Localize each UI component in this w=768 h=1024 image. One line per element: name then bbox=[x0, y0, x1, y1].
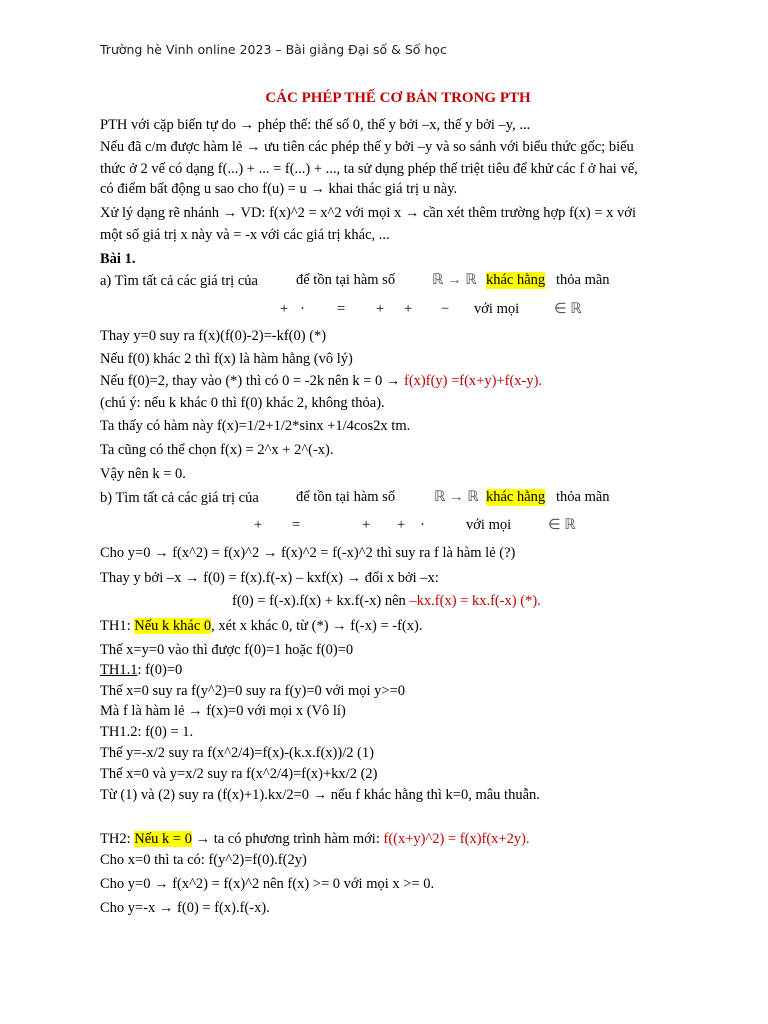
case-1-line bbox=[100, 617, 422, 635]
part-b-line-8: Thế y=-x/2 suy ra f(x^2/4)=f(x)-(k.x.f(x))/2 (1) bbox=[100, 745, 374, 761]
part-a-line-1: Thay y=0 suy ra f(x)(f(0)-2)=-kf(0) (*) bbox=[100, 328, 327, 344]
part-b-line-3-pre: f(0) = f(-x).f(x) + kx.f(-x) nên bbox=[232, 593, 410, 609]
intro-line-3: thức ở 2 vế có dạng f(...) + ... = f(...) + ..., ta sử dụng phép thế triệt tiêu để khử các f ở hai vế, bbox=[100, 161, 638, 177]
part-a-line-3-red: f(x)f(y) =f(x+y)+f(x-y). bbox=[404, 373, 543, 389]
part-a-line-3-pre: Nếu f(0)=2, thay vào (*) thì có 0 = -2k nên k = 0 → bbox=[100, 373, 404, 389]
case-1-1-line bbox=[100, 661, 182, 679]
intro-line-4: có điểm bất động u sao cho f(u) = u → khai thác giá trị u này. bbox=[100, 181, 458, 197]
part-b-eq-equals: = bbox=[292, 517, 301, 533]
intro-line-1: PTH với cặp biến tự do → phép thế: thế số 0, thế y bởi –x, thế y bởi –y, ... bbox=[100, 117, 531, 133]
part-b-line-13: Cho y=-x → f(0) = f(x).f(-x). bbox=[100, 900, 270, 916]
part-a-question-post: thỏa mãn bbox=[556, 272, 610, 288]
part-b-line-1: Cho y=0 → f(x^2) = f(x)^2 → f(x)^2 = f(-x)^2 thì suy ra f là hàm lẻ (?) bbox=[100, 545, 516, 561]
case-2-label: TH2: bbox=[100, 831, 135, 847]
part-b-line-3 bbox=[232, 593, 541, 610]
part-a-nonconstant-highlight: khác hằng bbox=[486, 272, 546, 288]
part-b-line-6: Mà f là hàm lẻ → f(x)=0 với mọi x (Vô lí) bbox=[100, 703, 346, 719]
part-b-line-9: Thế x=0 và y=x/2 suy ra f(x^2/4)=f(x)+kx/2 (2) bbox=[100, 766, 378, 782]
case-1-1-post: : f(0)=0 bbox=[137, 662, 183, 678]
part-a-eq-plus-1: + bbox=[280, 301, 289, 317]
part-a-line-3 bbox=[100, 372, 542, 390]
case-1-1-label: TH1.1 bbox=[100, 662, 138, 678]
part-b-eq-plus-3: + bbox=[397, 517, 406, 533]
part-b-question-post: thỏa mãn bbox=[556, 489, 610, 505]
part-a-eq-dot: · bbox=[300, 301, 305, 317]
part-b-eq-plus-2: + bbox=[362, 517, 371, 533]
part-a-question bbox=[100, 272, 258, 290]
part-b-line-11: Cho x=0 thì ta có: f(y^2)=f(0).f(2y) bbox=[100, 852, 307, 868]
case-2-highlight: Nếu k = 0 bbox=[134, 831, 192, 847]
part-a-eq-minus: − bbox=[441, 301, 450, 317]
part-b-eq-dot: · bbox=[420, 517, 425, 533]
part-b-mapping: ℝ → ℝ bbox=[434, 489, 479, 505]
case-1-highlight: Nếu k khác 0 bbox=[134, 618, 212, 634]
part-b-question bbox=[100, 489, 259, 507]
exercise-heading: Bài 1. bbox=[100, 251, 136, 267]
part-a-eq-plus-2: + bbox=[376, 301, 385, 317]
page-title: CÁC PHÉP THẾ CƠ BẢN TRONG PTH bbox=[265, 90, 531, 106]
part-b-line-12: Cho y=0 → f(x^2) = f(x)^2 nên f(x) >= 0 với mọi x >= 0. bbox=[100, 876, 435, 892]
part-b-question-pre: b) Tìm tất cả các giá trị của bbox=[100, 490, 259, 506]
intro-line-2: Nếu đã c/m được hàm lẻ → ưu tiên các phép thế y bởi –y và so sánh với biểu thức gốc; biểu bbox=[100, 139, 634, 155]
part-b-line-3-red: –kx.f(x) = kx.f(-x) (*). bbox=[409, 593, 541, 609]
part-a-line-5: Ta thấy có hàm này f(x)=1/2+1/2*sinx +1/4cos2x tm. bbox=[100, 418, 411, 434]
intro-line-6: một số giá trị x này và = -x với các giá trị khác, ... bbox=[100, 227, 390, 243]
part-b-eq-forall: với mọi bbox=[466, 517, 512, 533]
part-a-line-6: Ta cũng có thể chọn f(x) = 2^x + 2^(-x). bbox=[100, 442, 334, 458]
case-2-line bbox=[100, 830, 530, 848]
part-a-eq-equals: = bbox=[337, 301, 346, 317]
part-a-question-pre: a) Tìm tất cả các giá trị của bbox=[100, 273, 258, 289]
part-b-question-mid: để tồn tại hàm số bbox=[296, 489, 396, 505]
part-a-line-7: Vậy nên k = 0. bbox=[100, 466, 186, 482]
part-a-eq-forall: với mọi bbox=[474, 301, 520, 317]
part-a-line-4: (chú ý: nếu k khác 0 thì f(0) khác 2, không thỏa). bbox=[100, 395, 385, 411]
part-a-question-mid: để tồn tại hàm số bbox=[296, 272, 396, 288]
case-1-2-line: TH1.2: f(0) = 1. bbox=[100, 724, 194, 740]
case-1-post: , xét x khác 0, từ (*) → f(-x) = -f(x). bbox=[211, 618, 423, 634]
part-a-eq-domain: ∈ ℝ bbox=[554, 301, 582, 317]
part-b-nonconstant-highlight: khác hằng bbox=[486, 489, 546, 505]
part-b-eq-plus-1: + bbox=[254, 517, 263, 533]
part-b-line-2: Thay y bởi –x → f(0) = f(x).f(-x) – kxf(x) → đổi x bởi –x: bbox=[100, 570, 439, 586]
case-2-mid: → ta có phương trình hàm mới: bbox=[191, 831, 384, 847]
case-1-label: TH1: bbox=[100, 618, 135, 634]
part-a-eq-plus-3: + bbox=[404, 301, 413, 317]
case-2-red: f((x+y)^2) = f(x)f(x+2y). bbox=[383, 831, 530, 847]
intro-line-5: Xử lý dạng rẽ nhánh → VD: f(x)^2 = x^2 với mọi x → cần xét thêm trường hợp f(x) = x với bbox=[100, 205, 636, 221]
page-header: Trường hè Vinh online 2023 – Bài giảng Đại số & Số học bbox=[100, 42, 447, 57]
part-b-line-10: Từ (1) và (2) suy ra (f(x)+1).kx/2=0 → nếu f khác hằng thì k=0, mâu thuẫn. bbox=[100, 787, 540, 803]
part-a-mapping: ℝ → ℝ bbox=[432, 272, 477, 288]
part-b-line-5: Thế x=0 suy ra f(y^2)=0 suy ra f(y)=0 với mọi y>=0 bbox=[100, 683, 406, 699]
part-a-line-2: Nếu f(0) khác 2 thì f(x) là hàm hằng (vô lý) bbox=[100, 351, 353, 367]
part-b-line-4: Thế x=y=0 vào thì được f(0)=1 hoặc f(0)=0 bbox=[100, 642, 354, 658]
part-b-eq-domain: ∈ ℝ bbox=[548, 517, 576, 533]
